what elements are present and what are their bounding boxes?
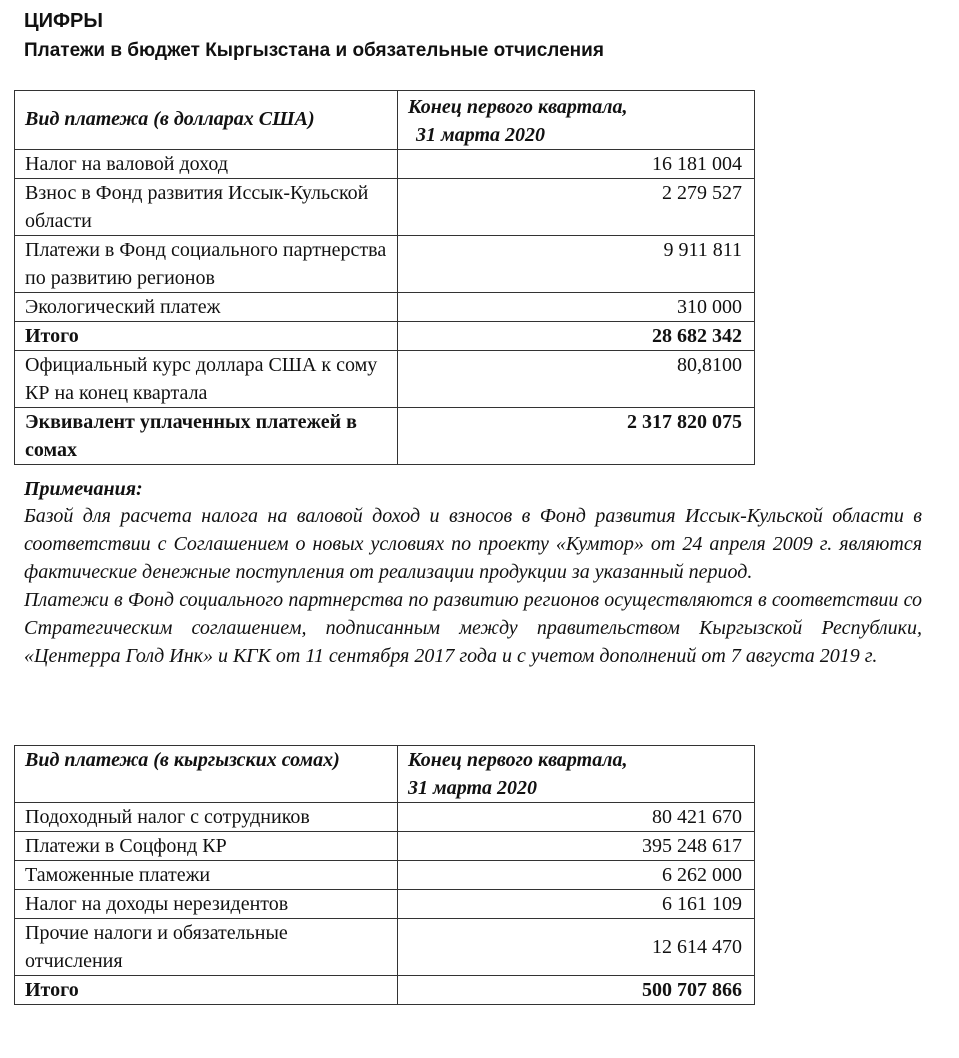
row-label: Официальный курс доллара США к сому КР на конец квартала [15,351,398,408]
column-header-period [398,746,755,803]
notes-title: Примечания: [24,478,143,500]
table-row [15,236,755,293]
row-label: Налог на доходы нерезидентов [15,890,398,919]
table-header-row [15,91,755,150]
table-row [15,351,755,408]
row-value: 80,8100 [398,351,755,408]
row-value: 2 317 820 075 [398,408,755,465]
page-heading: ЦИФРЫ [24,10,103,32]
row-label: Экологический платеж [15,293,398,322]
table-row [15,890,755,919]
column-header-period [398,91,755,150]
table-row [15,803,755,832]
table-row [15,179,755,236]
column-header-period-line2: 31 марта 2020 [416,124,545,146]
table-row [15,919,755,976]
row-label: Взнос в Фонд развития Иссык-Кульской области [15,179,398,236]
row-value: 80 421 670 [398,803,755,832]
row-value: 9 911 811 [398,236,755,293]
column-header-period-line1: Конец первого квартала, [408,96,628,118]
column-header-period-line1: Конец первого квартала, [408,749,628,771]
som-payments-table [14,745,755,1005]
table-row [15,293,755,322]
table-row [15,150,755,179]
row-value: 310 000 [398,293,755,322]
table-equivalent-row [15,408,755,465]
row-label: Налог на валовой доход [15,150,398,179]
row-label: Итого [15,322,398,351]
row-value: 395 248 617 [398,832,755,861]
row-label: Платежи в Соцфонд КР [15,832,398,861]
table-total-row [15,322,755,351]
row-value: 6 161 109 [398,890,755,919]
row-value: 16 181 004 [398,150,755,179]
notes-paragraph: Платежи в Фонд социального партнерства по развитию регионов осуществляются в соответствии со Стратегическим соглашением, подписанным между правительством Кыргызской Республики, «Центерра Голд Инк» и КГК от 11 сентября 2017 года и с учетом дополнений от 7 августа 2019 г. [24,589,922,667]
row-label: Прочие налоги и обязательные отчисления [15,919,398,976]
table-header-row [15,746,755,803]
row-value: 500 707 866 [398,976,755,1005]
page-subheading: Платежи в бюджет Кыргызстана и обязательные отчисления [24,40,604,61]
row-label: Итого [15,976,398,1005]
usd-payments-table [14,90,755,465]
row-label: Платежи в Фонд социального партнерства по развитию регионов [15,236,398,293]
row-value: 28 682 342 [398,322,755,351]
row-label: Подоходный налог с сотрудников [15,803,398,832]
notes-section [24,476,922,670]
column-header-payment-type: Вид платежа (в кыргызских сомах) [15,746,398,803]
row-value: 12 614 470 [398,919,755,976]
table-row [15,861,755,890]
table-row [15,832,755,861]
row-value: 6 262 000 [398,861,755,890]
notes-paragraph: Базой для расчета налога на валовой доход и взносов в Фонд развития Иссык-Кульской области в соответствии с Соглашением о новых условиях по проекту «Кумтор» от 24 апреля 2009 г. являются фактические денежные поступления от реализации продукции за указанный период. [24,505,922,583]
table-total-row [15,976,755,1005]
column-header-payment-type: Вид платежа (в долларах США) [15,91,398,150]
row-label: Таможенные платежи [15,861,398,890]
row-label: Эквивалент уплаченных платежей в сомах [15,408,398,465]
column-header-period-line2: 31 марта 2020 [408,777,537,799]
row-value: 2 279 527 [398,179,755,236]
